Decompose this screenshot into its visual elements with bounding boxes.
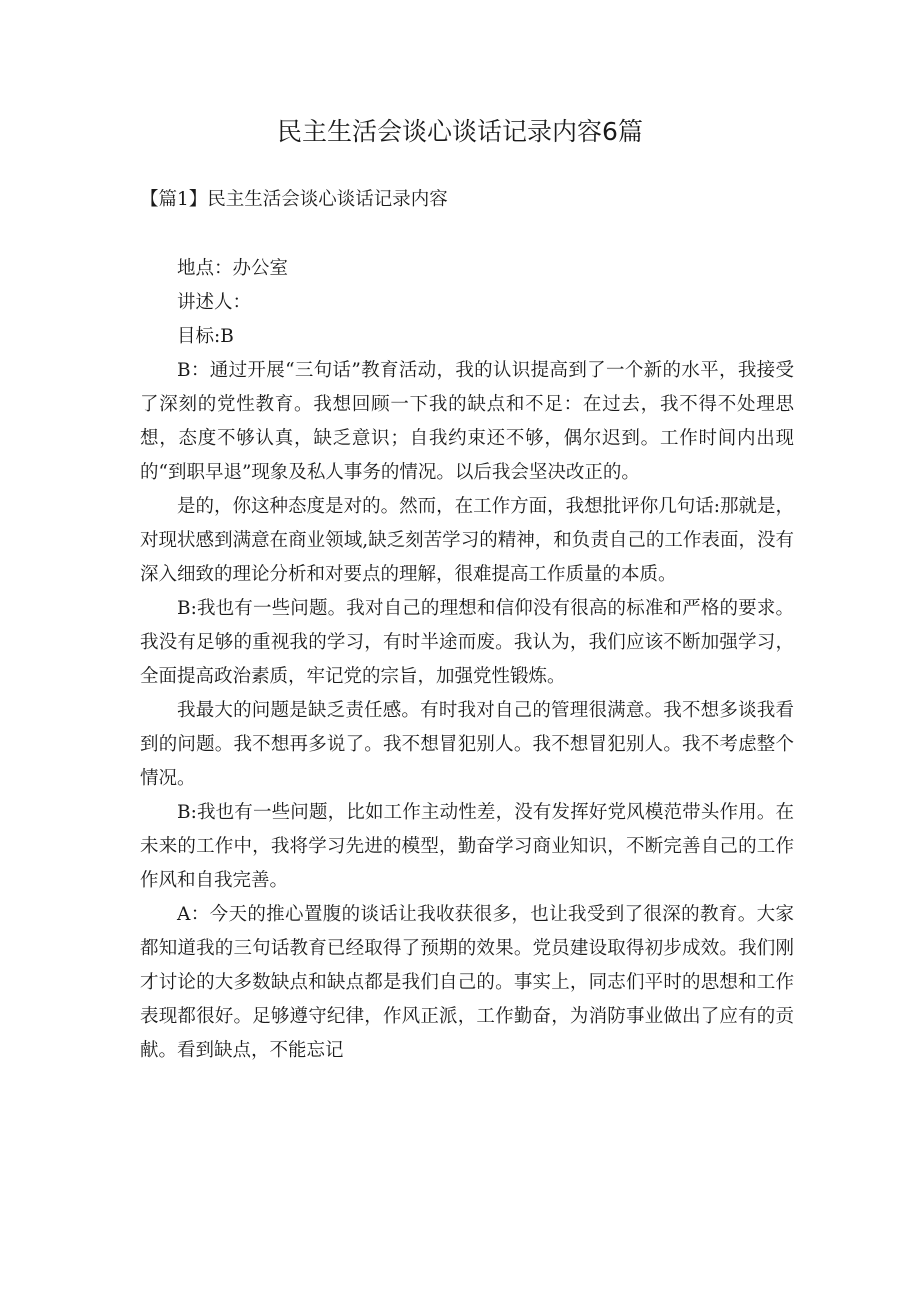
meta-target: 目标:B: [177, 326, 234, 347]
meta-narrator: 讲述人：: [177, 292, 252, 313]
paragraph: 是的，你这种态度是对的。然而，在工作方面，我想批评你几句话:那就是，对现状感到满意在商业领域,缺乏刻苦学习的精神，和负责自己的工作表面，没有深入细致的理论分析和对要点的理解，很难提高工作质量的本质。: [140, 496, 794, 585]
document-title: 民主生活会谈心谈话记录内容6篇: [277, 117, 643, 146]
paragraph: A：今天的推心置腹的谈话让我收获很多，也让我受到了很深的教育。大家都知道我的三句话教育已经取得了预期的效果。党员建设取得初步成效。我们刚才讨论的大多数缺点和缺点都是我们自己的。事实上，同志们平时的思想和工作表现都很好。足够遵守纪律，作风正派，工作勤奋，为消防事业做出了应有的贡献。看到缺点，不能忘记: [140, 904, 794, 1061]
document-body: [140, 252, 794, 1068]
paragraph: B：通过开展“三句话”教育活动，我的认识提高到了一个新的水平，我接受了深刻的党性教育。我想回顾一下我的缺点和不足：在过去，我不得不处理思想，态度不够认真，缺乏意识；自我约束还不够，偶尔迟到。工作时间内出现的“到职早退”现象及私人事务的情况。以后我会坚决改正的。: [140, 360, 794, 483]
paragraph: 我最大的问题是缺乏责任感。有时我对自己的管理很满意。我不想多谈我看到的问题。我不想再多说了。我不想冒犯别人。我不想冒犯别人。我不考虑整个情况。: [140, 700, 794, 789]
section-heading: 【篇1】民主生活会谈心谈话记录内容: [140, 189, 448, 210]
paragraph: B:我也有一些问题。我对自己的理想和信仰没有很高的标准和严格的要求。我没有足够的重视我的学习，有时半途而废。我认为，我们应该不断加强学习，全面提高政治素质，牢记党的宗旨，加强党性锻炼。: [140, 598, 794, 687]
meta-location: 地点：办公室: [177, 258, 289, 279]
paragraph: B:我也有一些问题，比如工作主动性差，没有发挥好党风模范带头作用。在未来的工作中，我将学习先进的模型，勤奋学习商业知识，不断完善自己的工作作风和自我完善。: [140, 802, 794, 891]
